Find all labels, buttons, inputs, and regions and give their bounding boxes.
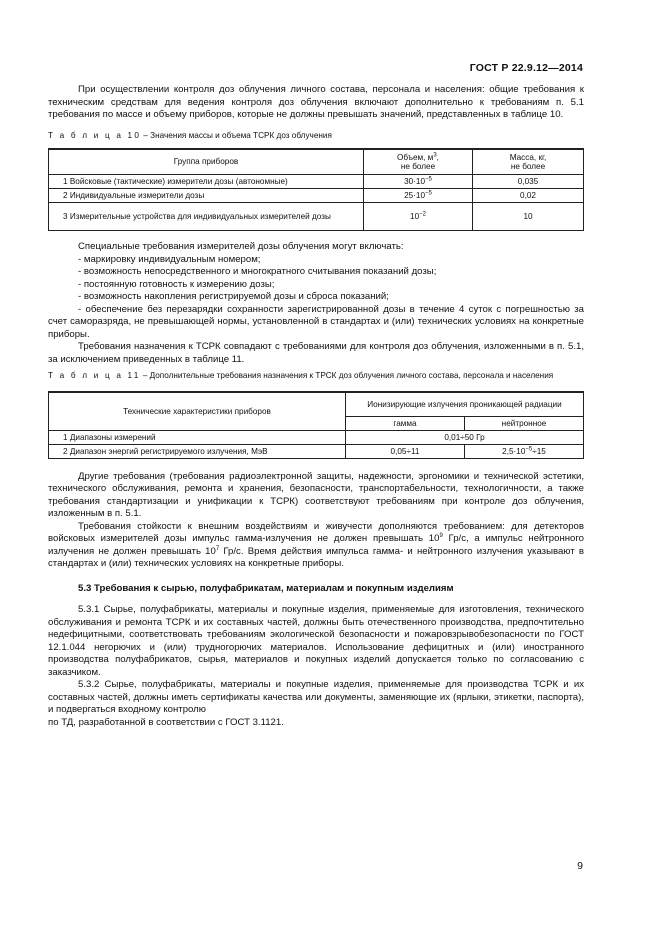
table10	[48, 148, 584, 232]
table11-row1-name: 1 Диапазоны измерений	[49, 430, 346, 444]
table10-row	[49, 175, 584, 189]
table11-caption	[48, 370, 584, 381]
table10-header-volume-sup: 3	[433, 152, 437, 159]
table10-row2-volume	[364, 189, 473, 203]
intro-paragraph: При осуществлении контроля доз облучения личного состава, персонала и населения: общие требования к техническим средствам для ведения контроля доз облучения включают дополнительно к требованиям п. 5.1 требования по массе и объему приборов, которые не должны превышать значений, представленных в таблице 10.	[48, 84, 584, 120]
resistance-text-2: Гр/с, а импульс нейтронного излучения не должен превышать 10	[48, 533, 585, 557]
special-requirements-intro: Специальные требования измерителей дозы облучения могут включать:	[78, 241, 404, 252]
table11-row2-name: 2 Диапазон энергий регистрируемого излучения, МэВ	[49, 444, 346, 458]
table10-row	[49, 203, 584, 231]
table11-header-radiation: Ионизирующие излучения проникающей радиации	[346, 392, 584, 416]
table11	[48, 391, 584, 459]
table10-row1-volume-exp: −5	[425, 176, 432, 183]
table10-row3-volume-base: 10	[410, 212, 420, 221]
document-header: ГОСТ Р 22.9.12—2014	[469, 62, 583, 74]
list-item: - возможность непосредственного и многократного считывания показаний дозы;	[78, 266, 437, 277]
table10-caption-label: Т а б л и ц а 10	[48, 130, 142, 140]
table10-row3-name: 3 Измерительные устройства для индивидуальных измерителей дозы	[49, 203, 364, 231]
table-row	[49, 444, 584, 458]
table10-row1-volume-base: 30·10	[404, 177, 426, 186]
table10-row3-volume-exp: −2	[419, 211, 426, 218]
table10-row2-volume-base: 25·10	[404, 191, 426, 200]
table11-row2-neutron	[465, 444, 584, 458]
table10-header-mass-limit: не более	[510, 161, 546, 171]
table10-row3-volume	[364, 203, 473, 231]
purpose-paragraph: Требования назначения к ТСРК совпадают с требованиями для контроля доз облучения, изложенными в п. 5.1, за исключением приведенных в таблице 11.	[48, 341, 584, 365]
table10-header-volume-limit: не более	[400, 161, 436, 171]
table11-caption-text: – Дополнительные требования назначения к ТРСК доз облучения личного состава, персонала и населения	[140, 371, 554, 380]
table10-row2-volume-exp: −5	[425, 190, 432, 197]
table10-row	[49, 189, 584, 203]
table10-row1-volume	[364, 175, 473, 189]
table10-row1-mass: 0,035	[473, 175, 584, 189]
table10-caption	[48, 130, 584, 141]
table11-caption-label: Т а б л и ц а 11	[48, 371, 141, 380]
table10-header-volume: Объем, $м^3$, не более	[364, 149, 473, 175]
paragraph-5-3-2: 5.3.2 Сырье, полуфабрикаты, материалы и покупные изделия, применяемые для производства ТСРК и их составных частей, должны иметь сертификаты качества или документы, заменяющие их (ярлыки, этикетки, паспорта), и подвергаться входному контролю	[48, 679, 584, 715]
table10-row2-mass: 0,02	[473, 189, 584, 203]
table10-caption-text: – Значения массы и объема ТСРК доз облучения	[141, 130, 332, 140]
table-row	[49, 430, 584, 444]
table11-row2-neutron-tail: ÷15	[532, 446, 546, 456]
table11-header-gamma: гамма	[346, 416, 465, 430]
list-item: - обеспечение без перезарядки сохранности зарегистрированной дозы в течение 4 суток с погрешностью за счет саморазряда, не превышающей нормы, установленной в стандартах и (или) технических условиях на конкретные приборы.	[48, 303, 584, 340]
table10-header-mass	[473, 149, 584, 175]
section-heading-5-3: 5.3 Требования к сырью, полуфабрикатам, материалам и покупным изделиям	[78, 582, 454, 594]
table11-row2-gamma: 0,05÷11	[346, 444, 465, 458]
paragraph-5-3-2-cont: по ТД, разработанной в соответствии с ГОСТ 3.1121.	[48, 716, 284, 728]
paragraph-5-3-1: 5.3.1 Сырье, полуфабрикаты, материалы и покупные изделия, применяемые для изготовления, технического обслуживания и ремонта ТСРК и их составных частей, должны быть отечественного производства, предпочтительно недефицитными, соответствовать требованиям экологической безопасности и пожаровзрывобезопасности по ГОСТ 12.1.044 негорючих и (или) трудногорючих материалов. Использование дефицитных и (или) иностранного производства полуфабрикатов, сырья, материалов и покупных изделий допускается только по согласованию с заказчиком.	[48, 604, 584, 678]
table11-row2-neutron-base: 2,5·10	[502, 446, 526, 456]
table10-header-volume-label: Объем, м	[397, 152, 434, 162]
resistance-paragraph	[48, 521, 584, 571]
resistance-sup-1: 9	[439, 532, 443, 539]
list-item: - маркировку индивидуальным номером;	[78, 253, 261, 265]
table11-header-characteristics: Технические характеристики приборов	[49, 392, 346, 430]
table10-row3-mass: 10	[473, 203, 584, 231]
other-requirements-paragraph: Другие требования (требования радиоэлектронной защиты, надежности, эргономики и технической эстетики, технического обслуживания, ремонта и хранения, безопасности, транспортабельности, технологичности, а также требования стандартизации и унификации к ТСРК) соответствуют требованиям при контроле доз облучения, изложенным в п. 5.1.	[48, 470, 584, 519]
table10-row2-name: 2 Индивидуальные измерители дозы	[49, 189, 364, 203]
resistance-sup-2: 7	[215, 545, 220, 552]
table10-header-group: Группа приборов	[49, 149, 364, 175]
list-item: - постоянную готовность к измерению дозы;	[78, 278, 275, 290]
table11-row1-value: 0,01÷50 Гр	[346, 430, 584, 444]
table10-header-mass-label: Масса, кг,	[509, 152, 547, 162]
page-content	[48, 84, 584, 729]
table11-header-neutron: нейтронное	[465, 416, 584, 430]
resistance-text-1: Требования стойкости к внешним воздействиям и живучести дополняются требованием: для детекторов войсковых измерителей дозы импульс гамма-излучения не должен превышать 10	[48, 520, 584, 544]
page-number: 9	[577, 860, 583, 872]
resistance-text-3: Гр/с. Время действия импульса гамма- и нейтронного излучения указывают в стандартах и (или) технических условиях на конкретные приборы.	[48, 545, 584, 569]
list-item: - возможность накопления регистрируемой дозы и сброса показаний;	[78, 291, 389, 302]
table11-row2-neutron-exp: −5	[525, 445, 533, 452]
table10-row1-name: 1 Войсковые (тактические) измерители дозы (автономные)	[49, 175, 364, 189]
